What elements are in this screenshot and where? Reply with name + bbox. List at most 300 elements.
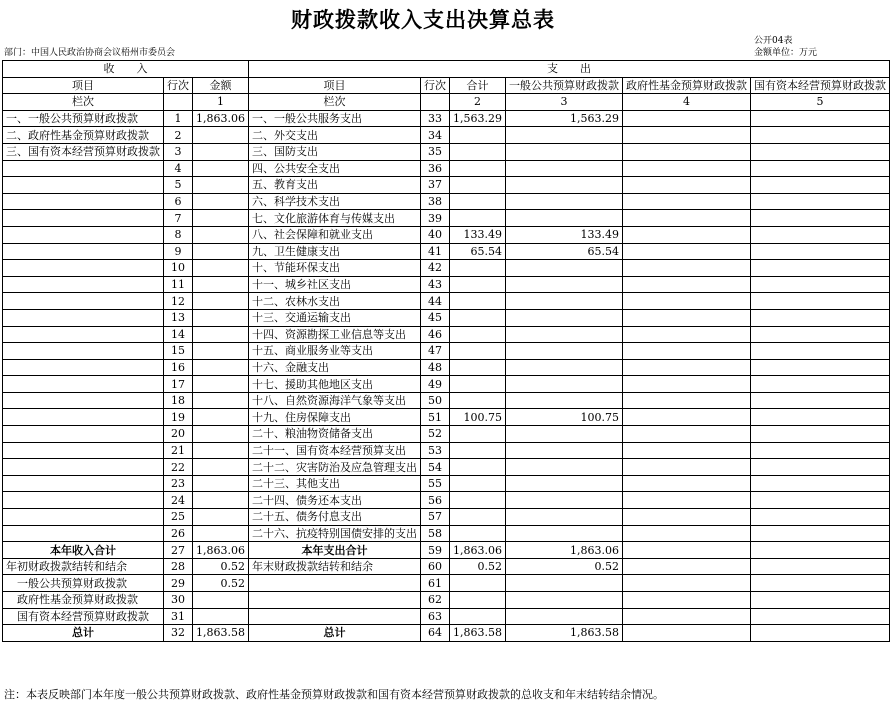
table-row [3,359,890,376]
expense-item: 六、科学技术支出 [248,193,420,210]
expense-item: 十四、资源勘探工业信息等支出 [248,326,420,343]
income-item [3,459,164,476]
expense-state-capital [750,243,889,260]
table-row [3,459,890,476]
expense-gov-fund [622,525,750,542]
income-item [3,326,164,343]
expense-item: 二、外交支出 [248,127,420,144]
carry-in-general-label: 一般公共预算财政拨款 [3,575,164,592]
expense-general [505,177,622,194]
expense-total [449,177,505,194]
expense-state-capital [750,459,889,476]
income-amount [193,525,249,542]
expense-row-no: 46 [420,326,449,343]
expense-row-no: 57 [420,509,449,526]
table-row [3,260,890,277]
grand-total-label: 总计 [3,625,164,642]
income-row-no: 8 [164,226,193,243]
expense-general [505,509,622,526]
expense-row-no: 34 [420,127,449,144]
income-section-header: 收 入 [3,61,249,78]
expense-general [505,193,622,210]
income-item [3,509,164,526]
expense-item: 二十六、抗疫特别国债安排的支出 [248,525,420,542]
column-no-4: 4 [622,94,750,111]
expense-item: 五、教育支出 [248,177,420,194]
table-row [3,210,890,227]
table-row [3,475,890,492]
expense-gov-fund [622,492,750,509]
income-item [3,442,164,459]
expense-total [449,459,505,476]
expense-total: 100.75 [449,409,505,426]
expense-total [449,309,505,326]
table-row [3,243,890,260]
table-row [3,293,890,310]
income-amount [193,226,249,243]
header-income-amount: 金额 [193,77,249,94]
grand-total-income: 1,863.58 [193,625,249,642]
row-no: 62 [420,592,449,609]
expense-total [449,127,505,144]
expense-row-no: 58 [420,525,449,542]
income-row-no: 2 [164,127,193,144]
income-amount [193,359,249,376]
income-row-no: 6 [164,193,193,210]
income-row-no: 16 [164,359,193,376]
expense-state-capital [750,409,889,426]
expense-total: 1,563.29 [449,110,505,127]
expense-item: 十三、交通运输支出 [248,309,420,326]
expense-general [505,127,622,144]
header-expense-item: 项目 [248,77,420,94]
income-row-no: 15 [164,343,193,360]
expense-total [449,525,505,542]
expense-state-capital [750,160,889,177]
expense-state-capital [750,359,889,376]
expense-row-no: 37 [420,177,449,194]
header-income-row-no: 行次 [164,77,193,94]
expense-item: 三、国防支出 [248,143,420,160]
expense-gov-fund [622,475,750,492]
carry-out-amount: 0.52 [449,558,505,575]
row-no: 29 [164,575,193,592]
expense-state-capital [750,475,889,492]
income-amount [193,293,249,310]
row-no: 27 [164,542,193,559]
table-row [3,426,890,443]
income-item [3,309,164,326]
expense-state-capital [750,276,889,293]
table-row [3,276,890,293]
expense-item: 十六、金融支出 [248,359,420,376]
table-row [3,509,890,526]
expense-total: 133.49 [449,226,505,243]
income-row-no: 1 [164,110,193,127]
income-item [3,426,164,443]
income-item [3,492,164,509]
row-no: 61 [420,575,449,592]
table-row [3,143,890,160]
income-amount [193,426,249,443]
income-item [3,343,164,360]
expense-general [505,459,622,476]
row-no: 28 [164,558,193,575]
income-amount [193,509,249,526]
income-item [3,475,164,492]
expense-gov-fund [622,326,750,343]
expense-row-no: 45 [420,309,449,326]
column-no-3: 3 [505,94,622,111]
expense-total [449,276,505,293]
expense-general [505,492,622,509]
table-row [3,492,890,509]
expense-state-capital [750,326,889,343]
expense-total [449,509,505,526]
expense-item: 七、文化旅游体育与传媒支出 [248,210,420,227]
row-no: 59 [420,542,449,559]
expense-gov-fund [622,376,750,393]
income-row-no: 11 [164,276,193,293]
expense-total [449,293,505,310]
expense-row-no: 49 [420,376,449,393]
income-amount [193,376,249,393]
expense-row-no: 52 [420,426,449,443]
income-item [3,193,164,210]
row-no: 63 [420,608,449,625]
carry-out-general: 0.52 [505,558,622,575]
carry-in-label: 年初财政拨款结转和结余 [3,558,164,575]
expense-gov-fund [622,293,750,310]
expense-general: 1,563.29 [505,110,622,127]
expense-state-capital [750,376,889,393]
expense-state-capital [750,525,889,542]
income-total-amount: 1,863.06 [193,542,249,559]
expense-total: 65.54 [449,243,505,260]
expense-row-no: 43 [420,276,449,293]
expense-row-no: 56 [420,492,449,509]
expense-item: 二十三、其他支出 [248,475,420,492]
expense-row-no: 44 [420,293,449,310]
income-row-no: 14 [164,326,193,343]
expense-row-no: 39 [420,210,449,227]
expense-gov-fund [622,110,750,127]
expense-state-capital [750,193,889,210]
expense-general [505,260,622,277]
header-total: 合计 [449,77,505,94]
row-no: 60 [420,558,449,575]
table-row [3,343,890,360]
column-no-2: 2 [449,94,505,111]
expense-item: 十七、援助其他地区支出 [248,376,420,393]
expense-total-amount: 1,863.06 [449,542,505,559]
expense-general [505,326,622,343]
income-row-no: 23 [164,475,193,492]
expense-row-no: 54 [420,459,449,476]
expense-gov-fund [622,177,750,194]
expense-gov-fund [622,309,750,326]
income-amount [193,409,249,426]
expense-general [505,293,622,310]
expense-item: 二十一、国有资本经营预算支出 [248,442,420,459]
expense-total [449,343,505,360]
income-item [3,160,164,177]
expense-gov-fund [622,276,750,293]
expense-item: 四、公共安全支出 [248,160,420,177]
expense-general [505,359,622,376]
income-row-no: 13 [164,309,193,326]
expense-total-label: 本年支出合计 [248,542,420,559]
income-amount [193,260,249,277]
carry-in-capital-label: 国有资本经营预算财政拨款 [3,608,164,625]
expense-state-capital [750,293,889,310]
expense-state-capital [750,343,889,360]
expense-item: 十、节能环保支出 [248,260,420,277]
table-row [3,409,890,426]
column-no-label: 栏次 [3,94,164,111]
expense-state-capital [750,110,889,127]
expense-state-capital [750,143,889,160]
expense-general [505,475,622,492]
income-item: 一、一般公共预算财政拨款 [3,110,164,127]
income-item: 三、国有资本经营预算财政拨款 [3,143,164,160]
expense-general: 65.54 [505,243,622,260]
income-amount [193,442,249,459]
expense-row-no: 42 [420,260,449,277]
table-row [3,392,890,409]
expense-gov-fund [622,509,750,526]
income-amount [193,210,249,227]
expense-item: 十一、城乡社区支出 [248,276,420,293]
budget-table [2,60,890,642]
income-item [3,260,164,277]
expense-gov-fund [622,193,750,210]
expense-item: 一、一般公共服务支出 [248,110,420,127]
table-row [3,193,890,210]
expense-total [449,143,505,160]
expense-gov-fund [622,226,750,243]
table-row [3,160,890,177]
income-item [3,525,164,542]
expense-total [449,160,505,177]
income-amount: 1,863.06 [193,110,249,127]
expense-total [449,193,505,210]
income-row-no: 12 [164,293,193,310]
expense-state-capital [750,127,889,144]
income-row-no: 20 [164,426,193,443]
income-item [3,392,164,409]
income-row-no: 5 [164,177,193,194]
expense-general [505,309,622,326]
income-item [3,293,164,310]
expense-general [505,160,622,177]
income-row-no: 7 [164,210,193,227]
table-row [3,177,890,194]
income-amount [193,143,249,160]
expense-gov-fund [622,442,750,459]
expense-gov-fund [622,426,750,443]
expense-total [449,326,505,343]
expense-item: 十二、农林水支出 [248,293,420,310]
expense-general: 133.49 [505,226,622,243]
table-row [3,326,890,343]
table-row [3,110,890,127]
carry-in-fund-label: 政府性基金预算财政拨款 [3,592,164,609]
header-income-item: 项目 [3,77,164,94]
expense-gov-fund [622,160,750,177]
expense-gov-fund [622,359,750,376]
expense-state-capital [750,226,889,243]
expense-state-capital [750,426,889,443]
expense-general [505,343,622,360]
page-title: 财政拨款收入支出决算总表 [291,7,555,32]
expense-total [449,210,505,227]
expense-state-capital [750,260,889,277]
carry-out-label: 年末财政拨款结转和结余 [248,558,420,575]
table-row [3,442,890,459]
expense-total [449,376,505,393]
expense-row-no: 47 [420,343,449,360]
income-item [3,276,164,293]
income-row-no: 9 [164,243,193,260]
grand-total-expense: 1,863.58 [449,625,505,642]
row-no: 64 [420,625,449,642]
form-number: 公开04表 [754,36,793,46]
grand-total-general: 1,863.58 [505,625,622,642]
income-item [3,376,164,393]
expense-general [505,392,622,409]
income-item [3,177,164,194]
expense-item: 十八、自然资源海洋气象等支出 [248,392,420,409]
expense-general [505,276,622,293]
expense-gov-fund [622,143,750,160]
income-item [3,226,164,243]
expense-total [449,475,505,492]
expense-gov-fund [622,409,750,426]
income-row-no: 22 [164,459,193,476]
expense-row-no: 33 [420,110,449,127]
expense-item: 十五、商业服务业等支出 [248,343,420,360]
department-label: 部门：中国人民政治协商会议梧州市委员会 [4,48,176,58]
income-amount [193,475,249,492]
expense-gov-fund [622,343,750,360]
expense-row-no: 41 [420,243,449,260]
row-no: 32 [164,625,193,642]
expense-row-no: 50 [420,392,449,409]
expense-gov-fund [622,392,750,409]
expense-general [505,525,622,542]
header-gov-fund: 政府性基金预算财政拨款 [622,77,750,94]
expense-total [449,392,505,409]
income-row-no: 24 [164,492,193,509]
grand-total-label: 总计 [248,625,420,642]
income-row-no: 19 [164,409,193,426]
income-amount [193,392,249,409]
income-row-no: 21 [164,442,193,459]
table-row [3,376,890,393]
expense-state-capital [750,492,889,509]
expense-item: 十九、住房保障支出 [248,409,420,426]
unit-label: 金额单位：万元 [754,48,818,58]
income-item [3,210,164,227]
expense-state-capital [750,309,889,326]
expense-row-no: 35 [420,143,449,160]
expense-general [505,426,622,443]
income-amount [193,459,249,476]
expense-gov-fund [622,210,750,227]
income-row-no: 4 [164,160,193,177]
expense-row-no: 48 [420,359,449,376]
income-item: 二、政府性基金预算财政拨款 [3,127,164,144]
footnote: 注：本表反映部门本年度一般公共预算财政拨款、政府性基金预算财政拨款和国有资本经营预算财政拨款的总收支和年末结转结余情况。 [4,688,664,701]
table-row [3,127,890,144]
expense-gov-fund [622,459,750,476]
table-row [3,226,890,243]
expense-state-capital [750,177,889,194]
expense-row-no: 36 [420,160,449,177]
income-amount [193,309,249,326]
expense-state-capital [750,509,889,526]
income-row-no: 26 [164,525,193,542]
expense-total [449,492,505,509]
income-amount [193,343,249,360]
income-amount [193,243,249,260]
expense-row-no: 55 [420,475,449,492]
carry-in-general-amount: 0.52 [193,575,249,592]
income-item [3,359,164,376]
expense-gov-fund [622,127,750,144]
expense-item: 二十二、灾害防治及应急管理支出 [248,459,420,476]
expense-row-no: 51 [420,409,449,426]
expense-gov-fund [622,260,750,277]
income-amount [193,492,249,509]
income-amount [193,276,249,293]
income-item [3,409,164,426]
expense-row-no: 53 [420,442,449,459]
income-row-no: 3 [164,143,193,160]
column-no-5: 5 [750,94,889,111]
expense-item: 二十五、债务付息支出 [248,509,420,526]
expense-state-capital [750,442,889,459]
expense-row-no: 40 [420,226,449,243]
income-row-no: 25 [164,509,193,526]
expense-general: 100.75 [505,409,622,426]
income-amount [193,160,249,177]
income-item [3,243,164,260]
expense-total [449,442,505,459]
income-total-label: 本年收入合计 [3,542,164,559]
income-amount [193,326,249,343]
income-amount [193,127,249,144]
expense-item: 九、卫生健康支出 [248,243,420,260]
expense-total [449,260,505,277]
carry-in-amount: 0.52 [193,558,249,575]
expense-gov-fund [622,243,750,260]
income-amount [193,193,249,210]
expense-item: 二十、粮油物资储备支出 [248,426,420,443]
expense-item: 二十四、债务还本支出 [248,492,420,509]
income-row-no: 17 [164,376,193,393]
income-row-no: 18 [164,392,193,409]
header-state-capital: 国有资本经营预算财政拨款 [750,77,889,94]
table-row [3,309,890,326]
expense-total [449,426,505,443]
expense-total-general: 1,863.06 [505,542,622,559]
income-amount [193,177,249,194]
expense-general [505,143,622,160]
header-expense-row-no: 行次 [420,77,449,94]
column-no-label: 栏次 [248,94,420,111]
